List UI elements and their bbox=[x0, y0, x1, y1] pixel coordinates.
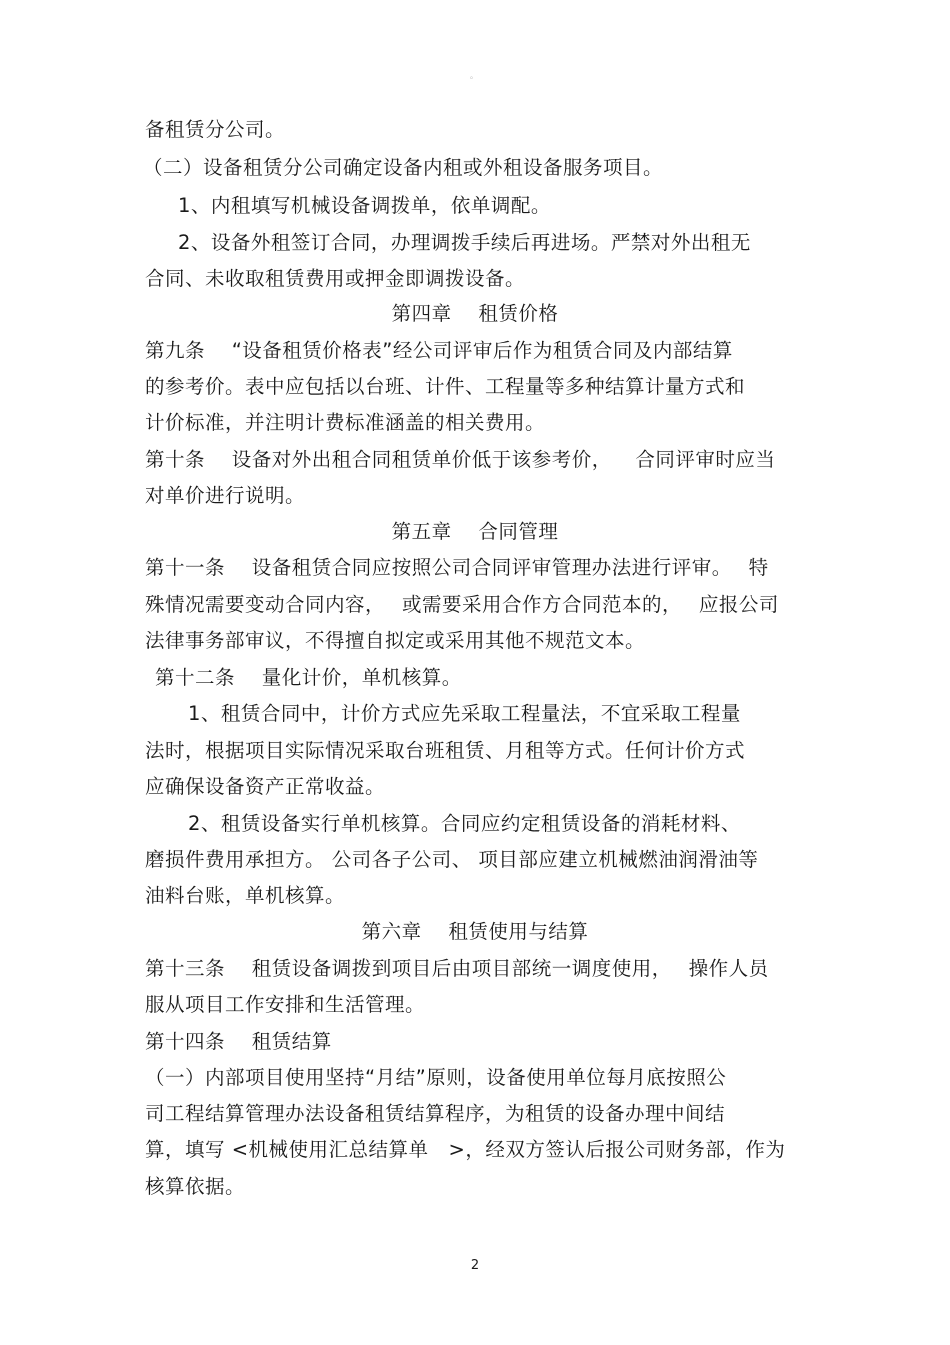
text-line: 核算依据。 bbox=[145, 1175, 246, 1198]
text-line: 算，填写 <机械使用汇总结算单 >，经双方签认后报公司财务部，作为 bbox=[145, 1138, 786, 1161]
text-line: 备租赁分公司。 bbox=[145, 118, 286, 141]
text-line: 磨损件费用承担方。 公司各子公司、 项目部应建立机械燃油润滑油等 bbox=[145, 848, 759, 871]
text-line: 法时，根据项目实际情况采取台班租赁、月租等方式。任何计价方式 bbox=[145, 739, 746, 762]
text-line: 第十条 设备对外出租合同租赁单价低于该参考价， 合同评审时应当 bbox=[145, 448, 776, 471]
page-number: 2 bbox=[470, 1258, 480, 1273]
chapter-heading: 第五章 合同管理 bbox=[391, 520, 559, 543]
text-line: 第九条 “设备租赁价格表”经公司评审后作为租赁合同及内部结算 bbox=[145, 339, 733, 362]
text-line: （一）内部项目使用坚持“月结”原则，设备使用单位每月底按照公 bbox=[145, 1066, 727, 1089]
text-line: 第十三条 租赁设备调拨到项目后由项目部统一调度使用， 操作人员 bbox=[145, 957, 769, 980]
chapter-heading: 第四章 租赁价格 bbox=[391, 302, 559, 325]
text-line: 服从项目工作安排和生活管理。 bbox=[145, 993, 426, 1016]
text-line: 的参考价。表中应包括以台班、计件、工程量等多种结算计量方式和 bbox=[145, 375, 746, 398]
text-line: 应确保设备资产正常收益。 bbox=[145, 775, 386, 798]
header-mark: 。 bbox=[470, 71, 478, 80]
text-line: 殊情况需要变动合同内容， 或需要采用合作方合同范本的， 应报公司 bbox=[145, 593, 779, 616]
text-line: 第十一条 设备租赁合同应按照公司合同评审管理办法进行评审。 特 bbox=[145, 556, 769, 579]
text-line: 第十二条 量化计价，单机核算。 bbox=[155, 666, 462, 689]
text-line: 1、租赁合同中，计价方式应先采取工程量法，不宜采取工程量 bbox=[188, 702, 741, 725]
text-line: 对单价进行说明。 bbox=[145, 484, 306, 507]
text-line: 计价标准，并注明计费标准涵盖的相关费用。 bbox=[145, 411, 546, 434]
text-line: 法律事务部审议，不得擅自拟定或采用其他不规范文本。 bbox=[145, 629, 646, 652]
text-line: 2、设备外租签订合同，办理调拨手续后再进场。严禁对外出租无 bbox=[178, 231, 751, 254]
text-line: 1、内租填写机械设备调拨单，依单调配。 bbox=[178, 194, 551, 217]
text-line: （二）设备租赁分公司确定设备内租或外租设备服务项目。 bbox=[143, 156, 664, 179]
text-line: 合同、未收取租赁费用或押金即调拨设备。 bbox=[145, 267, 526, 290]
text-line: 司工程结算管理办法设备租赁结算程序，为租赁的设备办理中间结 bbox=[145, 1102, 726, 1125]
text-line: 第十四条 租赁结算 bbox=[145, 1030, 332, 1053]
text-line: 2、租赁设备实行单机核算。合同应约定租赁设备的消耗材料、 bbox=[188, 812, 741, 835]
chapter-heading: 第六章 租赁使用与结算 bbox=[361, 920, 589, 943]
text-line: 油料台账，单机核算。 bbox=[145, 884, 346, 907]
